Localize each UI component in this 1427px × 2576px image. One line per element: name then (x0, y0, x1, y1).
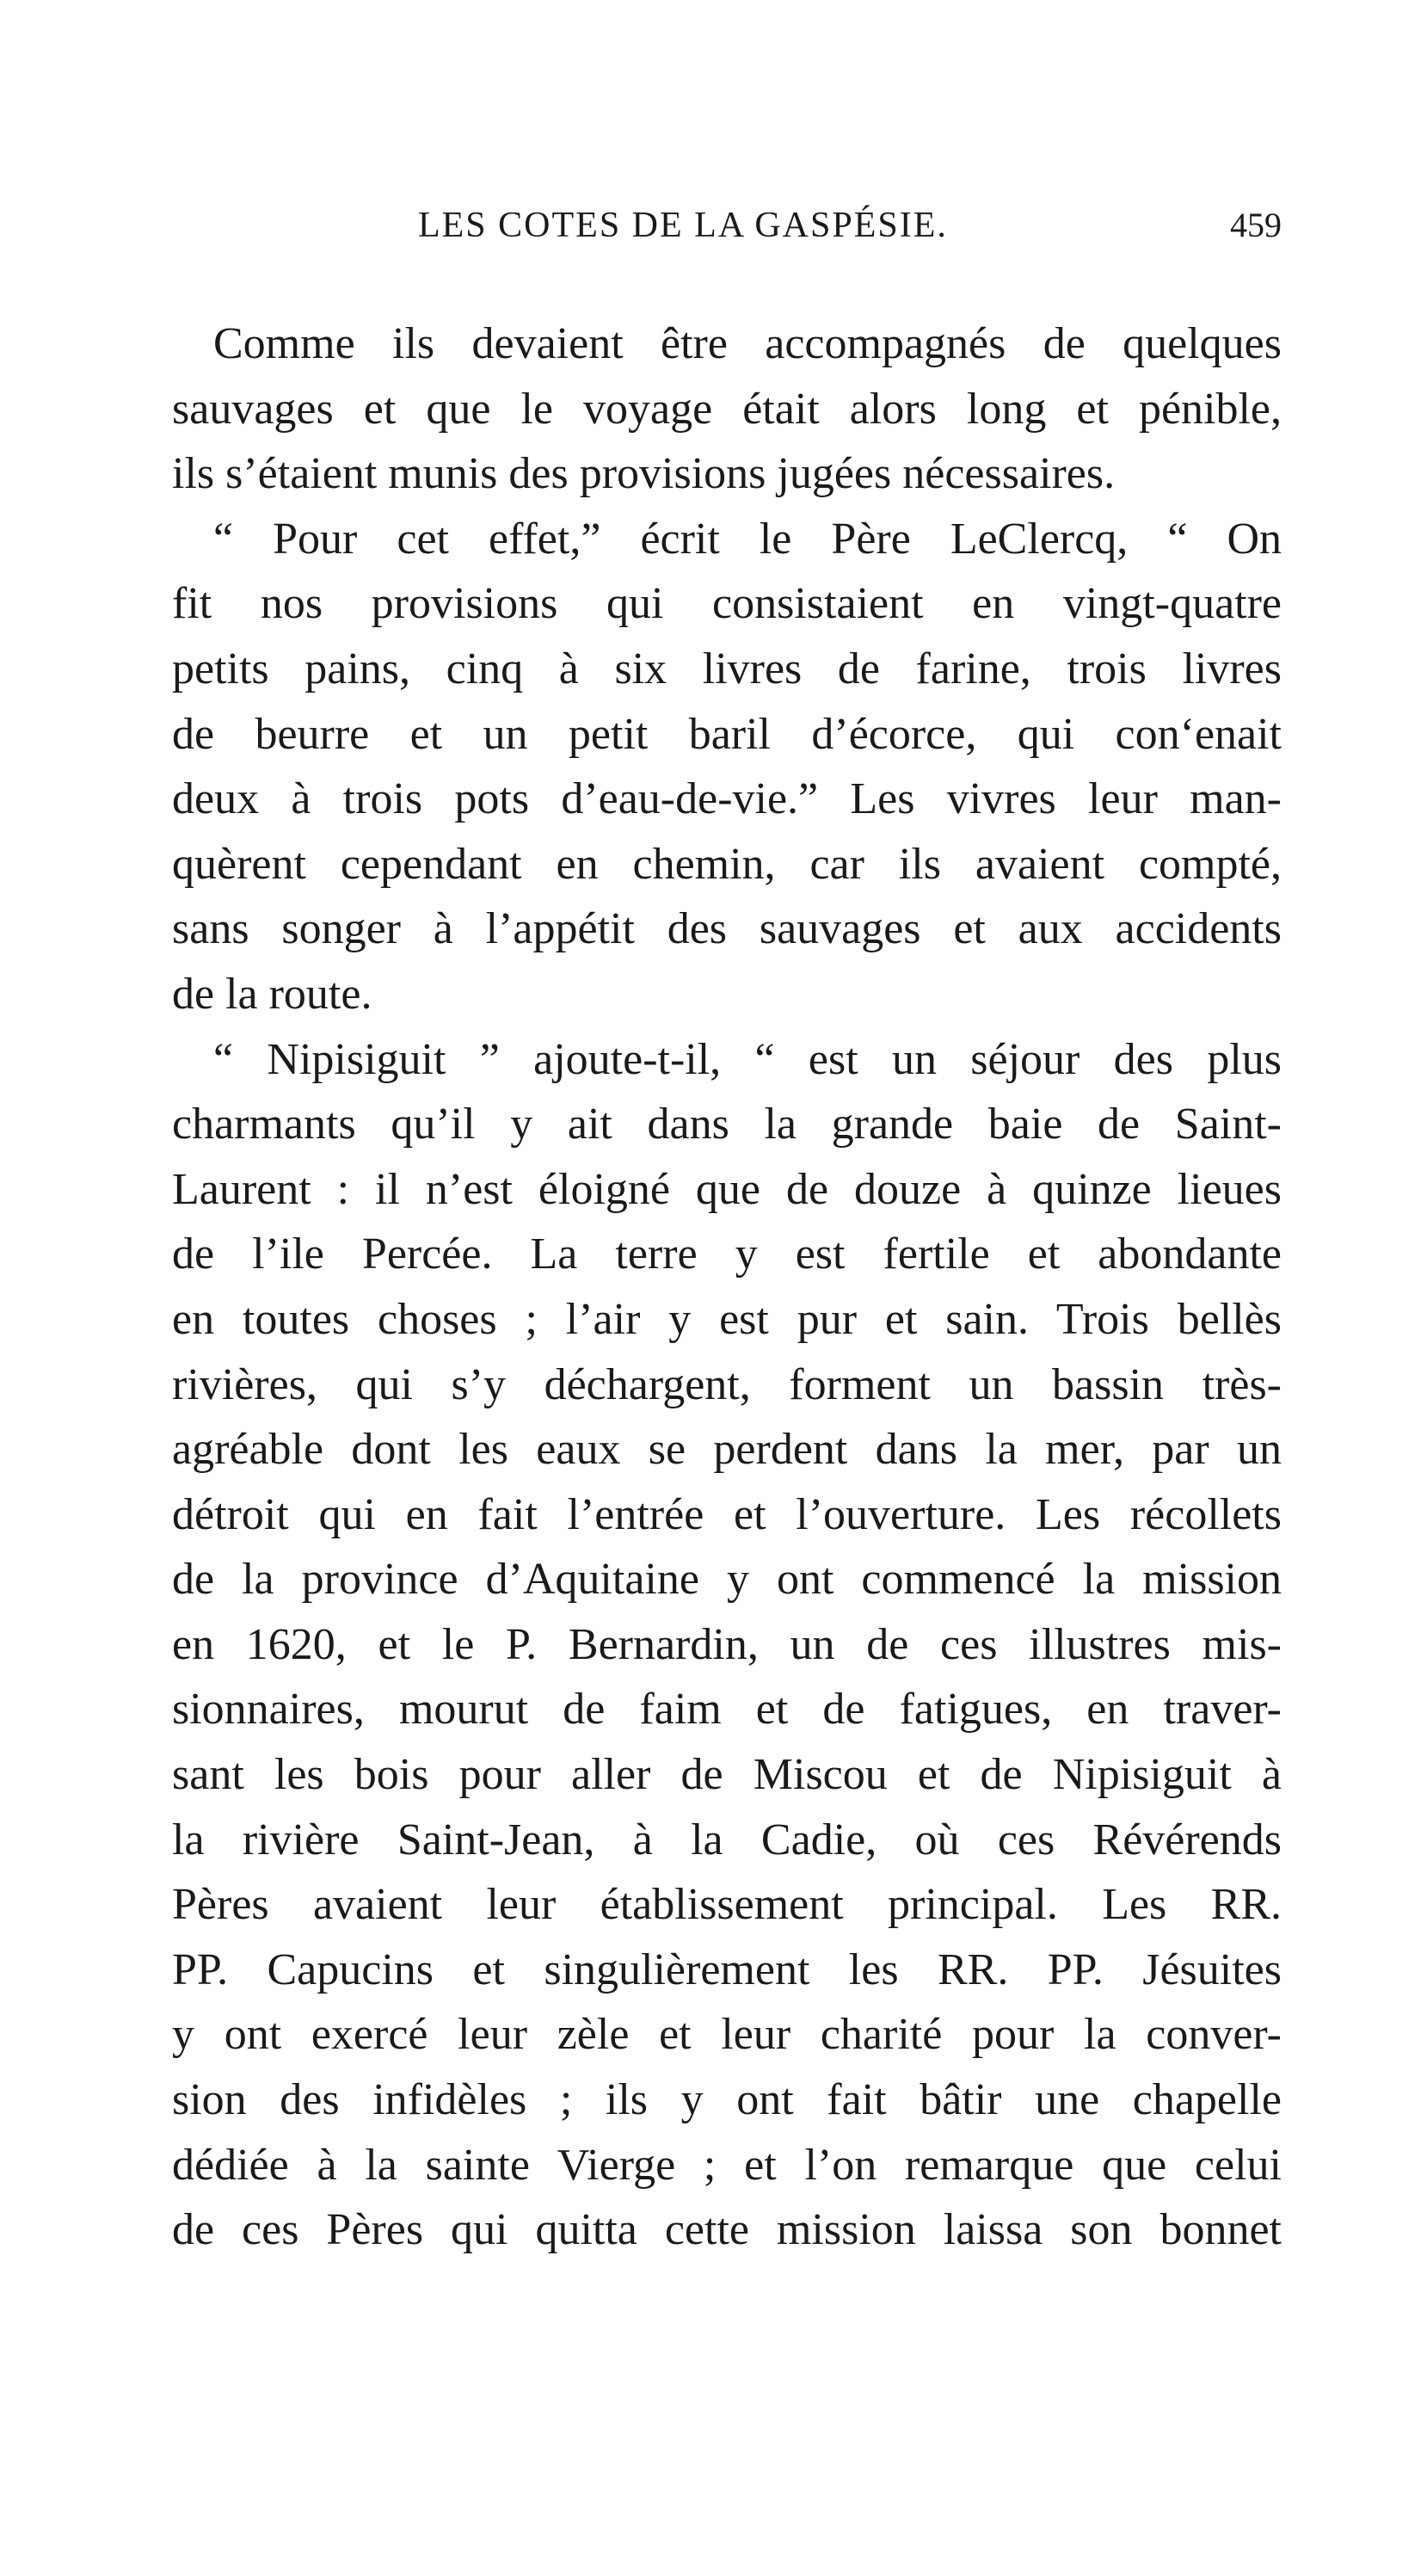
running-title: LES COTES DE LA GASPÉSIE. (418, 206, 948, 245)
text-line: sans songer à l’appétit des sauvages et aux accidents (172, 904, 1282, 954)
text-line: sion des infidèles ; ils y ont fait bâtir une chapelle (172, 2075, 1282, 2125)
text-line: charmants qu’il y ait dans la grande baie de Saint- (172, 1100, 1282, 1149)
text-line: fit nos provisions qui consistaient en vingt-quatre (172, 579, 1282, 629)
text-line: détroit qui en fait l’entrée et l’ouverture. Les récollets (172, 1489, 1282, 1539)
text-line: quèrent cependant en chemin, car ils avaient compté, (172, 839, 1282, 889)
text-line: ils s’étaient munis des provisions jugées nécessaires. (172, 449, 1116, 499)
text-line: “ Nipisiguit ” ajoute-t-il, “ est un séjour des plus (213, 1034, 1282, 1084)
text-line: Laurent : il n’est éloigné que de douze à quinze lieues (172, 1164, 1282, 1214)
page-number: 459 (1230, 206, 1282, 244)
text-line: deux à trois pots d’eau-de-vie.” Les vivres leur man- (172, 774, 1282, 824)
text-line: de la province d’Aquitaine y ont commencé la mission (172, 1555, 1282, 1605)
text-line: y ont exercé leur zèle et leur charité pour la conver- (172, 2010, 1282, 2060)
text-line: rivières, qui s’y déchargent, forment un bassin très- (172, 1359, 1282, 1409)
body-text (172, 311, 1282, 2263)
text-line: dédiée à la sainte Vierge ; et l’on remarque que celui (172, 2140, 1282, 2190)
text-line: sionnaires, mourut de faim et de fatigues, en traver- (172, 1685, 1282, 1735)
text-line: la rivière Saint-Jean, à la Cadie, où ces Révérends (172, 1815, 1282, 1864)
text-line: petits pains, cinq à six livres de farine, trois livres (172, 644, 1282, 693)
text-line: Pères avaient leur établissement principal. Les RR. (172, 1880, 1282, 1930)
text-line: en toutes choses ; l’air y est pur et sain. Trois bellès (172, 1294, 1282, 1344)
text-line: “ Pour cet effet,” écrit le Père LeClercq, “ On (213, 514, 1282, 564)
text-line: sant les bois pour aller de Miscou et de Nipisiguit à (172, 1750, 1282, 1800)
text-line: de ces Pères qui quitta cette mission laissa son bonnet (172, 2205, 1282, 2255)
text-line: en 1620, et le P. Bernardin, un de ces illustres mis- (172, 1619, 1282, 1669)
text-line: Comme ils devaient être accompagnés de quelques (213, 319, 1282, 368)
text-line: sauvages et que le voyage était alors long et pénible, (172, 384, 1282, 434)
running-head (172, 205, 1282, 256)
text-line: agréable dont les eaux se perdent dans la mer, par un (172, 1425, 1282, 1475)
text-line: de l’ile Percée. La terre y est fertile et abondante (172, 1229, 1282, 1279)
text-line: PP. Capucins et singulièrement les RR. PP. Jésuites (172, 1944, 1282, 1994)
text-line: de beurre et un petit baril d’écorce, qui con‘enait (172, 709, 1282, 759)
text-line: de la route. (172, 969, 372, 1019)
